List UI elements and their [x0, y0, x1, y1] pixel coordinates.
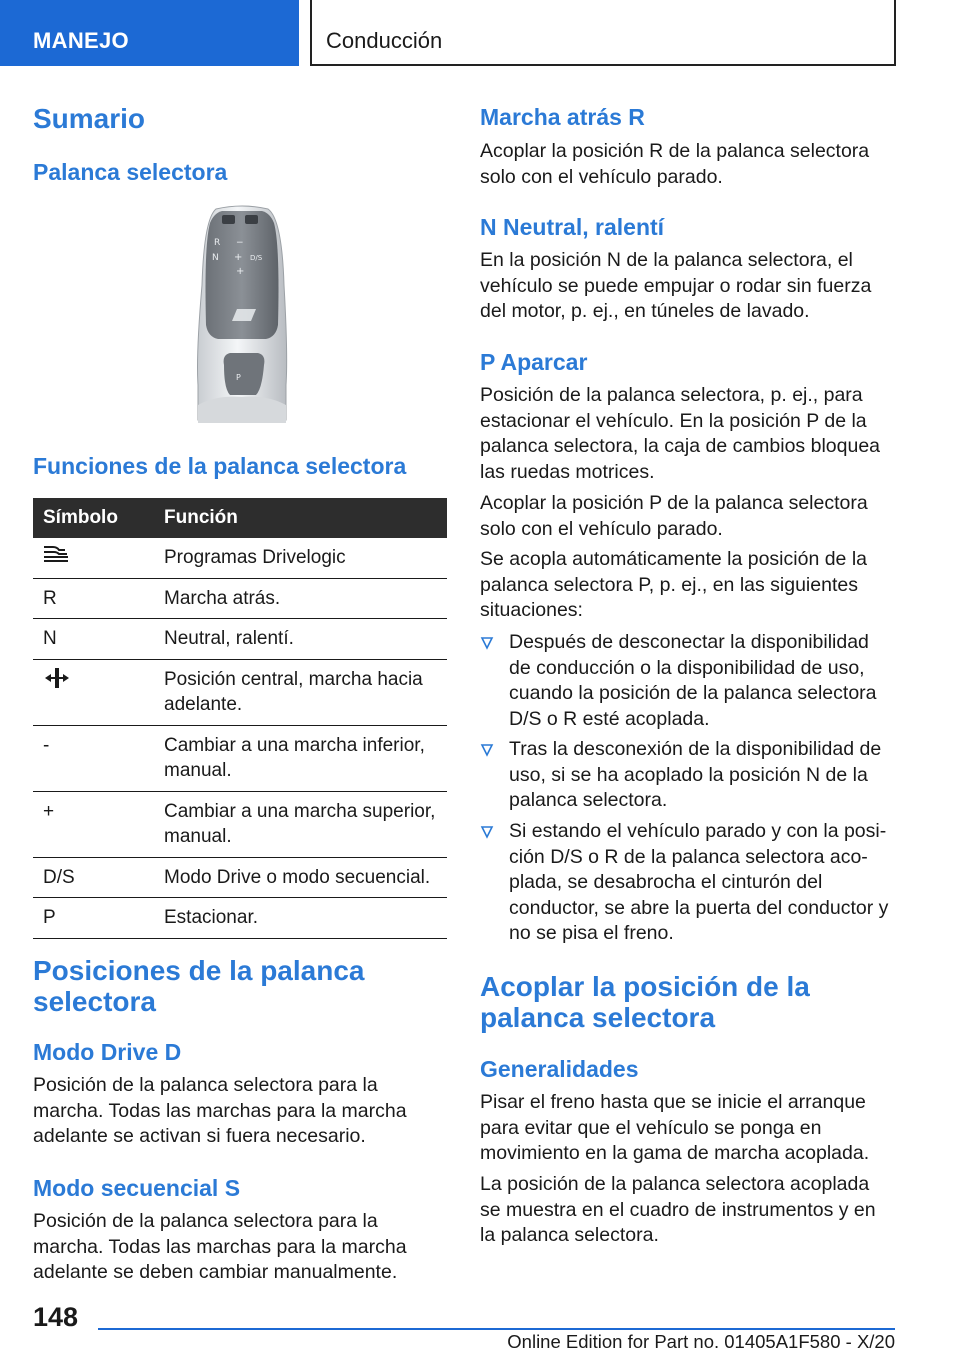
footer-divider	[98, 1328, 895, 1330]
engage-heading: Acoplar la posición de la palanca selectora	[480, 971, 810, 1033]
table-cell-function: Estacionar.	[152, 898, 447, 939]
page-number: 148	[33, 1302, 79, 1332]
functions-heading: Funciones de la palanca selectora	[33, 453, 407, 479]
drive-text: Posición de la palanca selectora para la marcha. Todas las marchas para la marcha adelante se activan si fuera necesario.	[33, 1074, 407, 1147]
positions-heading: Posiciones de la palanca selectora	[33, 955, 365, 1017]
park-heading: P Aparcar	[480, 349, 588, 375]
general-text-2: La posición de la palanca selectora acoplada se muestra en el cuadro de instrumentos y en la palanca selectora.	[480, 1173, 876, 1246]
drivelogic-icon	[43, 545, 69, 563]
table-header-row	[33, 498, 447, 538]
svg-text:R: R	[214, 238, 221, 248]
sequential-text: Posición de la palanca selectora para la marcha. Todas las marchas para la marcha adelante se deben cambiar manualmente.	[33, 1210, 407, 1283]
park-text-2: Acoplar la posición P de la palanca selectora solo con el vehículo parado.	[480, 492, 868, 540]
triangle-bullet-icon	[480, 636, 494, 650]
reverse-heading: Marcha atrás R	[480, 104, 645, 130]
list-item-text: Tras la desconexión de la disponibilidad de uso, si se ha acoplado la posición N de la palanca selectora.	[509, 738, 882, 811]
svg-text:D/S: D/S	[250, 254, 263, 262]
functions-table	[33, 498, 447, 939]
table-row	[33, 725, 447, 791]
table-cell-symbol: +	[33, 791, 152, 857]
general-text-1: Pisar el freno hasta que se inicie el arranque para evitar que el vehículo se ponga en movimiento en la gama de marcha acoplada.	[480, 1091, 870, 1164]
table-cell-function: Marcha atrás.	[152, 578, 447, 619]
svg-text:P: P	[236, 373, 241, 382]
table-cell-function: Posición central, marcha hacia adelante.	[152, 659, 447, 725]
table-cell-symbol: P	[33, 898, 152, 939]
table-cell-function: Cambiar a una marcha inferior, manual.	[152, 725, 447, 791]
drive-heading: Modo Drive D	[33, 1039, 182, 1065]
svg-text:+: +	[234, 252, 243, 263]
table-header-function: Función	[152, 498, 447, 538]
table-row	[33, 898, 447, 939]
park-text-3: Se acopla automáticamente la posición de la palanca selectora P, p. ej., en las siguientes situaciones:	[480, 548, 867, 621]
table-cell-function: Modo Drive o modo secuencial.	[152, 857, 447, 898]
chapter-tab: Conducción	[310, 0, 896, 66]
table-cell-symbol	[33, 538, 152, 578]
svg-text:+: +	[236, 266, 245, 277]
lever-heading: Palanca selectora	[33, 159, 228, 185]
svg-text:−: −	[236, 238, 244, 248]
table-row	[33, 791, 447, 857]
table-cell-symbol: D/S	[33, 857, 152, 898]
table-cell-symbol: -	[33, 725, 152, 791]
section-title: Sumario	[33, 103, 146, 134]
table-cell-function: Programas Drivelogic	[152, 538, 447, 578]
table-cell-symbol: R	[33, 578, 152, 619]
page-header	[0, 0, 960, 66]
table-cell-symbol: N	[33, 619, 152, 660]
reverse-text: Acoplar la posición R de la palanca selectora solo con el vehículo parado.	[480, 140, 870, 188]
center-position-icon	[43, 667, 71, 689]
triangle-bullet-icon	[480, 825, 494, 839]
table-row	[33, 659, 447, 725]
list-item-text: Si estando el vehículo parado y con la posición D/S o R de la palanca selectora acoplada, se desabrocha el cinturón del conductor, se abre la puerta del conductor y no se pisa el freno.	[509, 820, 889, 944]
table-cell-symbol	[33, 659, 152, 725]
svg-text:N: N	[212, 253, 219, 263]
table-cell-function: Cambiar a una marcha superior, manual.	[152, 791, 447, 857]
neutral-heading: N Neutral, ralentí	[480, 214, 665, 240]
general-heading: Generalidades	[480, 1056, 639, 1082]
table-cell-function: Neutral, ralentí.	[152, 619, 447, 660]
table-header-symbol: Símbolo	[33, 498, 152, 538]
gear-lever-image	[196, 205, 288, 423]
park-text-1: Posición de la palanca selectora, p. ej., para estacionar el vehículo. En la posición P de la palanca selectora, la caja de cambios bloquea las ruedas motrices.	[480, 384, 881, 483]
table-row	[33, 578, 447, 619]
neutral-text: En la posición N de la palanca selectora, el vehículo se puede empujar o rodar sin fuerza del motor, p. ej., en túneles de lavado.	[480, 249, 872, 322]
sequential-heading: Modo secuencial S	[33, 1175, 241, 1201]
table-row	[33, 619, 447, 660]
section-tab: MANEJO	[0, 0, 299, 66]
table-row	[33, 538, 447, 578]
list-item-text: Después de desconectar la disponibilidad de conducción o la disponibilidad de uso, cuando la posición de la palanca selectora D/S o R esté acoplada.	[509, 631, 877, 730]
triangle-bullet-icon	[480, 743, 494, 757]
table-row	[33, 857, 447, 898]
edition-footer: Online Edition for Part no. 01405A1F580 - X/20	[507, 1331, 895, 1352]
